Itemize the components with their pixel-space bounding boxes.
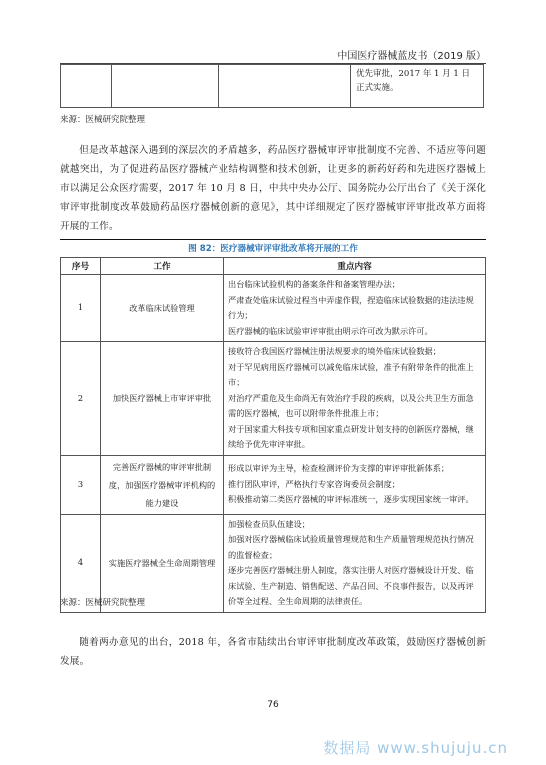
content-item: 对治疗严重危及生命尚无有效治疗手段的疾病，以及公共卫生方面急需的医疗器械，也可以附带条件批准上市； [228, 392, 474, 418]
continued-table [60, 64, 484, 108]
content-item: 对于罕见病用医疗器械可以减免临床试验，准予有附带条件的批准上市； [228, 361, 474, 387]
header-num: 序号 [61, 258, 101, 275]
header-content: 重点内容 [224, 258, 486, 275]
row-key-content [224, 514, 486, 612]
content-item: 逐步完善医疗器械注册人制度，落实注册人对医疗器械设计开发、临床试验、生产制造、销售配送、产品召回、不良事件报告，以及再评价等全过程、全生命周期的法律责任。 [228, 565, 474, 606]
row-work: 改革临床试验管理 [101, 275, 224, 342]
row-key-content [224, 275, 486, 342]
table-header-row [61, 258, 486, 275]
row-work: 实施医疗器械全生命周期管理 [101, 514, 224, 612]
cont-cell-num [61, 65, 112, 108]
content-item: 推行团队审评，严格执行专家咨询委员会制度； [228, 478, 400, 489]
page-number: 76 [267, 700, 279, 710]
content-item: 形成以审评为主导，检查检测评价为支撑的审评审批新体系； [228, 463, 450, 474]
body-paragraph: 但是改革越深入遇到的深层次的矛盾越多，药品医疗器械审评审批制度不完善、不适应等问题就越突出，为了促进药品医疗器械产业结构调整和技术创新，让更多的新药好药和先进医疗器械上市以满足公众医疗需要，2017 年 10 月 8 日，中共中央办公厅、国务院办公厅出台了《关于深化审评审批制度改革鼓励药品医疗器械创新的意见》，其中详细规定了医疗器械审评审批改革方面将开展的工作。 [60, 145, 486, 232]
running-header: 中国医疗器械蓝皮书（2019 版） [337, 51, 486, 62]
content-item: 严肃查处临床试验过程当中弄虚作假，捏造临床试验数据的违法违规行为； [228, 294, 474, 320]
content-item: 对于国家重大科技专项和国家重点研发计划支持的创新医疗器械，继续给予优先审评审批。 [228, 423, 474, 449]
content-item: 医疗器械的临床试验审评审批由明示许可改为默示许可。 [228, 325, 433, 336]
row-key-content [224, 342, 486, 456]
row-work: 加快医疗器械上市审评审批 [101, 342, 224, 456]
table-row [61, 275, 486, 342]
row-key-content [224, 455, 486, 514]
reform-table [60, 257, 486, 613]
table-top-rule [60, 239, 486, 240]
content-item: 加强检查员队伍建设； [228, 518, 310, 529]
row-number: 3 [61, 455, 101, 514]
cont-cell-blank [219, 65, 351, 108]
header-work: 工作 [101, 258, 224, 275]
content-item: 接收符合我国医疗器械注册法规要求的境外临床试验数据； [228, 346, 441, 356]
source-note: 来源：医械研究院整理 [60, 115, 146, 125]
table-row [61, 455, 486, 514]
content-item: 加强对医疗器械临床试验质量管理规范和生产质量管理规范执行情况的监督检查； [228, 534, 474, 560]
content-item: 积极推动第二类医疗器械的审评标准统一，逐步实现国家统一审评。 [228, 494, 474, 505]
row-number: 1 [61, 275, 101, 342]
cont-cell-text: 优先审批，2017 年 1 月 1 日正式实施。 [351, 65, 484, 108]
row-number: 4 [61, 514, 101, 612]
watermark: 数据局 www.shujuju.cn [323, 739, 508, 757]
content-item: 出台临床试验机构的备案条件和备案管理办法； [228, 279, 400, 289]
body-paragraph: 随着两办意见的出台，2018 年，各省市陆续出台审评审批制度改革政策，鼓励医疗器械创新发展。 [60, 637, 486, 667]
row-number: 2 [61, 342, 101, 456]
source-note: 来源：医械研究院整理 [60, 598, 146, 608]
table-row [61, 342, 486, 456]
cont-cell-work [112, 65, 219, 108]
row-work: 完善医疗器械的审评审批制度，加强医疗器械审评机构的能力建设 [101, 455, 224, 514]
table-caption: 图 82：医疗器械审评审批改革将开展的工作 [188, 244, 358, 254]
